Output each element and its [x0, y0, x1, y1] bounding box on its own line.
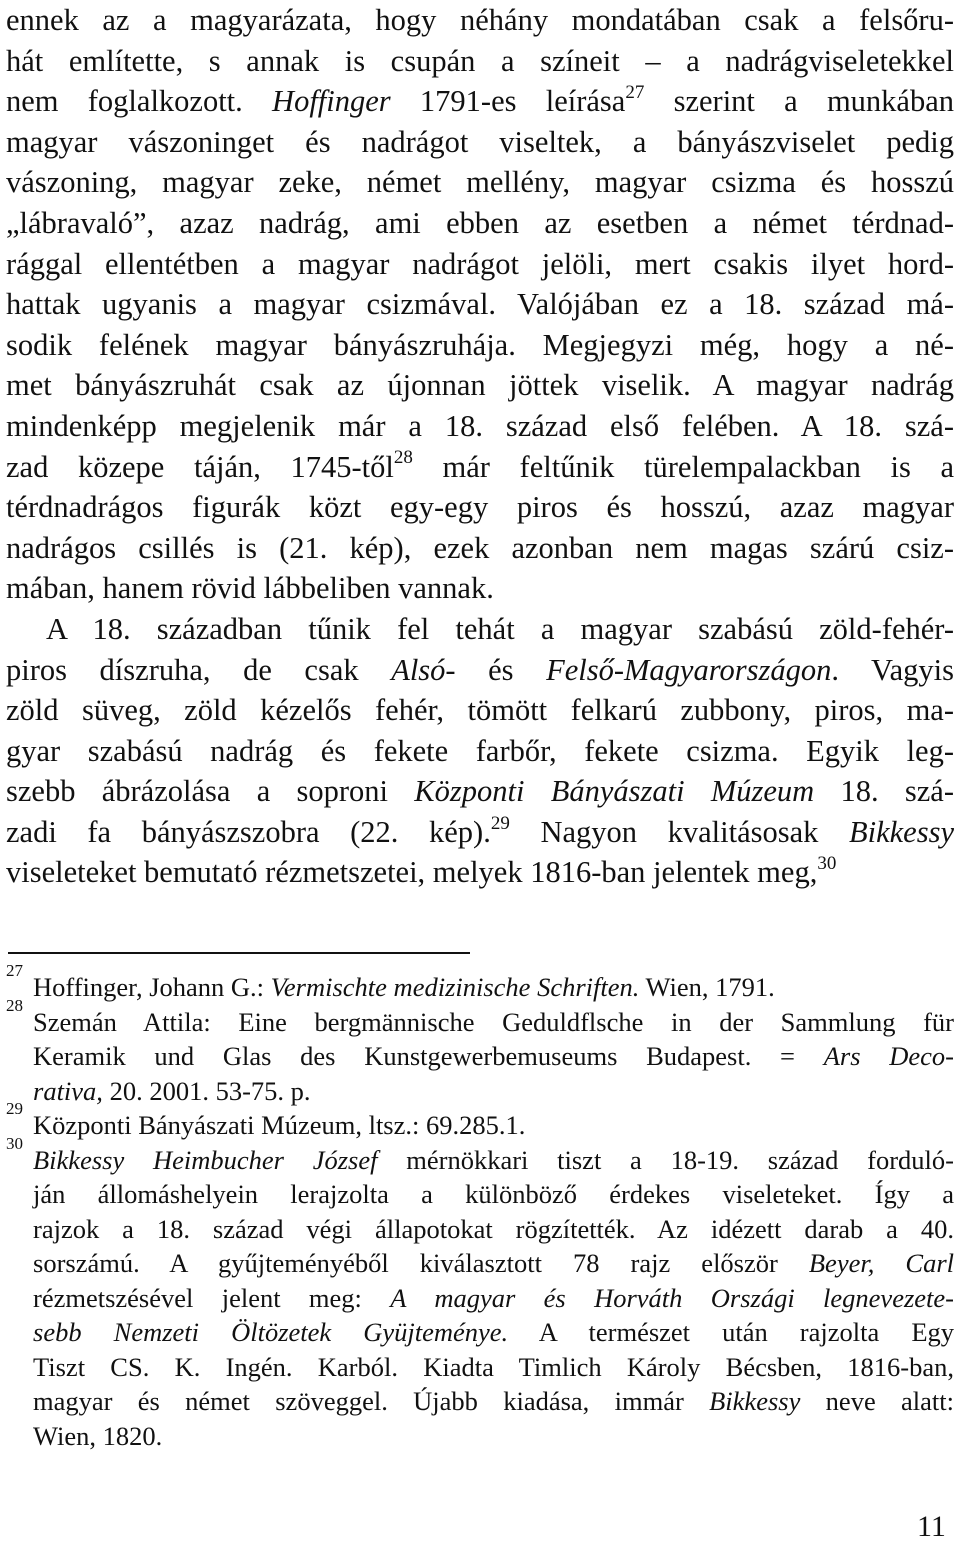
body-line: mában, hanem rövid lábbeliben vannak.: [6, 571, 494, 606]
footnote-ref-28[interactable]: 28: [393, 447, 413, 469]
footnote-line: magyar és német szöveggel. Újabb kiadása, immár Bikkessy neve alatt:: [33, 1386, 954, 1416]
museum-name: Központi Bányászati Múzeum: [414, 774, 815, 809]
page-number: 11: [917, 1510, 946, 1543]
footnote-ref-29[interactable]: 29: [490, 812, 510, 834]
body-line: met bányászruhát csak az újonnan jöttek viselik. A magyar nadrág: [6, 368, 954, 403]
body-line: nadrágos csillés is (21. kép), ezek azonban nem magas szárú csiz-: [6, 530, 954, 565]
footnote-number: 27: [6, 961, 23, 980]
body-line: magyar vászoninget és nadrágot viseltek, a bányászviselet pedig: [6, 124, 954, 159]
body-text: [6, 0, 954, 893]
body-line: sodik felének magyar bányászruhája. Megjegyzi még, hogy a né-: [6, 327, 954, 362]
author-name: Hoffinger: [272, 84, 391, 119]
footnote-line: Keramik und Glas des Kunstgewerbemuseums Budapest. = Ars Deco-: [33, 1041, 954, 1071]
footnote-line: Szemán Attila: Eine bergmännische Geduldflsche in der Sammlung für: [33, 1006, 954, 1037]
body-line: „lábravaló”, azaz nadrág, ami ebben az esetben a német térdnad-: [6, 205, 954, 240]
footnote-30: [6, 1133, 954, 1454]
footnote-line: Hoffinger, Johann G.: Vermischte medizinische Schriften. Wien, 1791.: [33, 972, 775, 1002]
body-line: gyar szabású nadrág és fekete farbőr, fekete csizma. Egyik leg-: [6, 733, 954, 768]
body-line: mindenképp megjelenik már a 18. század első felében. A 18. szá-: [6, 408, 954, 443]
body-line: térdnadrágos figurák közt egy-egy piros és hosszú, azaz magyar: [6, 490, 954, 525]
body-line: szebb ábrázolása a soproni Központi Bányászati Múzeum 18. szá-: [6, 774, 955, 809]
footnotes: [6, 961, 954, 1453]
place-name: Felső-Magyarországon: [546, 652, 832, 687]
body-line: rággal ellentétben a magyar nadrágot jelöli, mert csakis ilyet hord-: [6, 246, 954, 281]
body-line: hát említette, s annak is csupán a színeit – a nadrágviseletekkel: [6, 43, 954, 78]
footnote-ref-27[interactable]: 27: [625, 82, 645, 104]
footnote-line: rajzok a 18. század végi állapotokat rögzítették. Az idézett darab a 40.: [33, 1213, 954, 1244]
footnote-27: [6, 961, 954, 1005]
footnote-line: sebb Nemzeti Öltözetek Gyüjteménye. A természet után rajzolta Egy: [33, 1317, 954, 1347]
footnote-28: [6, 995, 954, 1109]
body-line: nem foglalkozott. Hoffinger 1791-es leírása$^{27}$ szerint a munkában: [6, 82, 954, 119]
body-line: vászoning, magyar zeke, német mellény, magyar csizma és hosszú: [6, 165, 954, 200]
footnote-ref-30[interactable]: 30: [817, 853, 837, 875]
body-line: ennek az a magyarázata, hogy néhány mondatában csak a felsőru-: [6, 3, 954, 37]
body-line: hattak ugyanis a magyar csizmával. Valójában ez a 18. század má-: [6, 287, 954, 322]
body-line: viseleteket bemutató rézmetszetei, melyek 1816-ban jelentek meg,$^{30}$: [6, 853, 837, 890]
body-line: A 18. században tűnik fel tehát a magyar szabású zöld-fehér-: [46, 611, 954, 646]
footnote-line: Wien, 1820.: [33, 1420, 163, 1451]
footnote-number: 29: [6, 1099, 23, 1118]
footnote-line: sorszámú. A gyűjteményéből kiválasztott 78 rajz először Beyer, Carl: [33, 1248, 954, 1278]
footnote-line: rézmetszésével jelent meg: A magyar és Horváth Országi legnevezete-: [33, 1282, 954, 1313]
author-name: Bikkessy: [849, 814, 954, 849]
footnote-separator: [8, 952, 470, 954]
footnote-line: ján állomáshelyein lerajzolta a különböző érdekes viseleteket. Így a: [33, 1179, 954, 1209]
footnote-line: Tiszt CS. K. Ingén. Karból. Kiadta Timlich Károly Bécsben, 1816-ban,: [33, 1351, 954, 1382]
footnote-number: 28: [6, 995, 23, 1015]
footnote-line: Bikkessy Heimbucher József mérnökkari tiszt a 18-19. század forduló-: [33, 1144, 954, 1175]
body-line: piros díszruha, de csak Alsó- és Felső-Magyarországon. Vagyis: [6, 652, 954, 687]
footnote-line: Központi Bányászati Múzeum, ltsz.: 69.285.1.: [33, 1110, 526, 1140]
footnote-line: rativa, 20. 2001. 53-75. p.: [33, 1075, 311, 1106]
body-line: zöld süveg, zöld kézelős fehér, tömött felkarú zubbony, piros, ma-: [6, 693, 954, 728]
footnote-29: [6, 1099, 954, 1143]
place-name: Alsó-: [391, 652, 456, 687]
body-line: zad közepe táján, 1745-től$^{28}$ már feltűnik türelempalackban is a: [6, 447, 954, 484]
footnote-number: 30: [6, 1133, 23, 1153]
body-line: zadi fa bányászszobra (22. kép).$^{29}$ Nagyon kvalitásosak Bikkessy: [6, 812, 954, 849]
